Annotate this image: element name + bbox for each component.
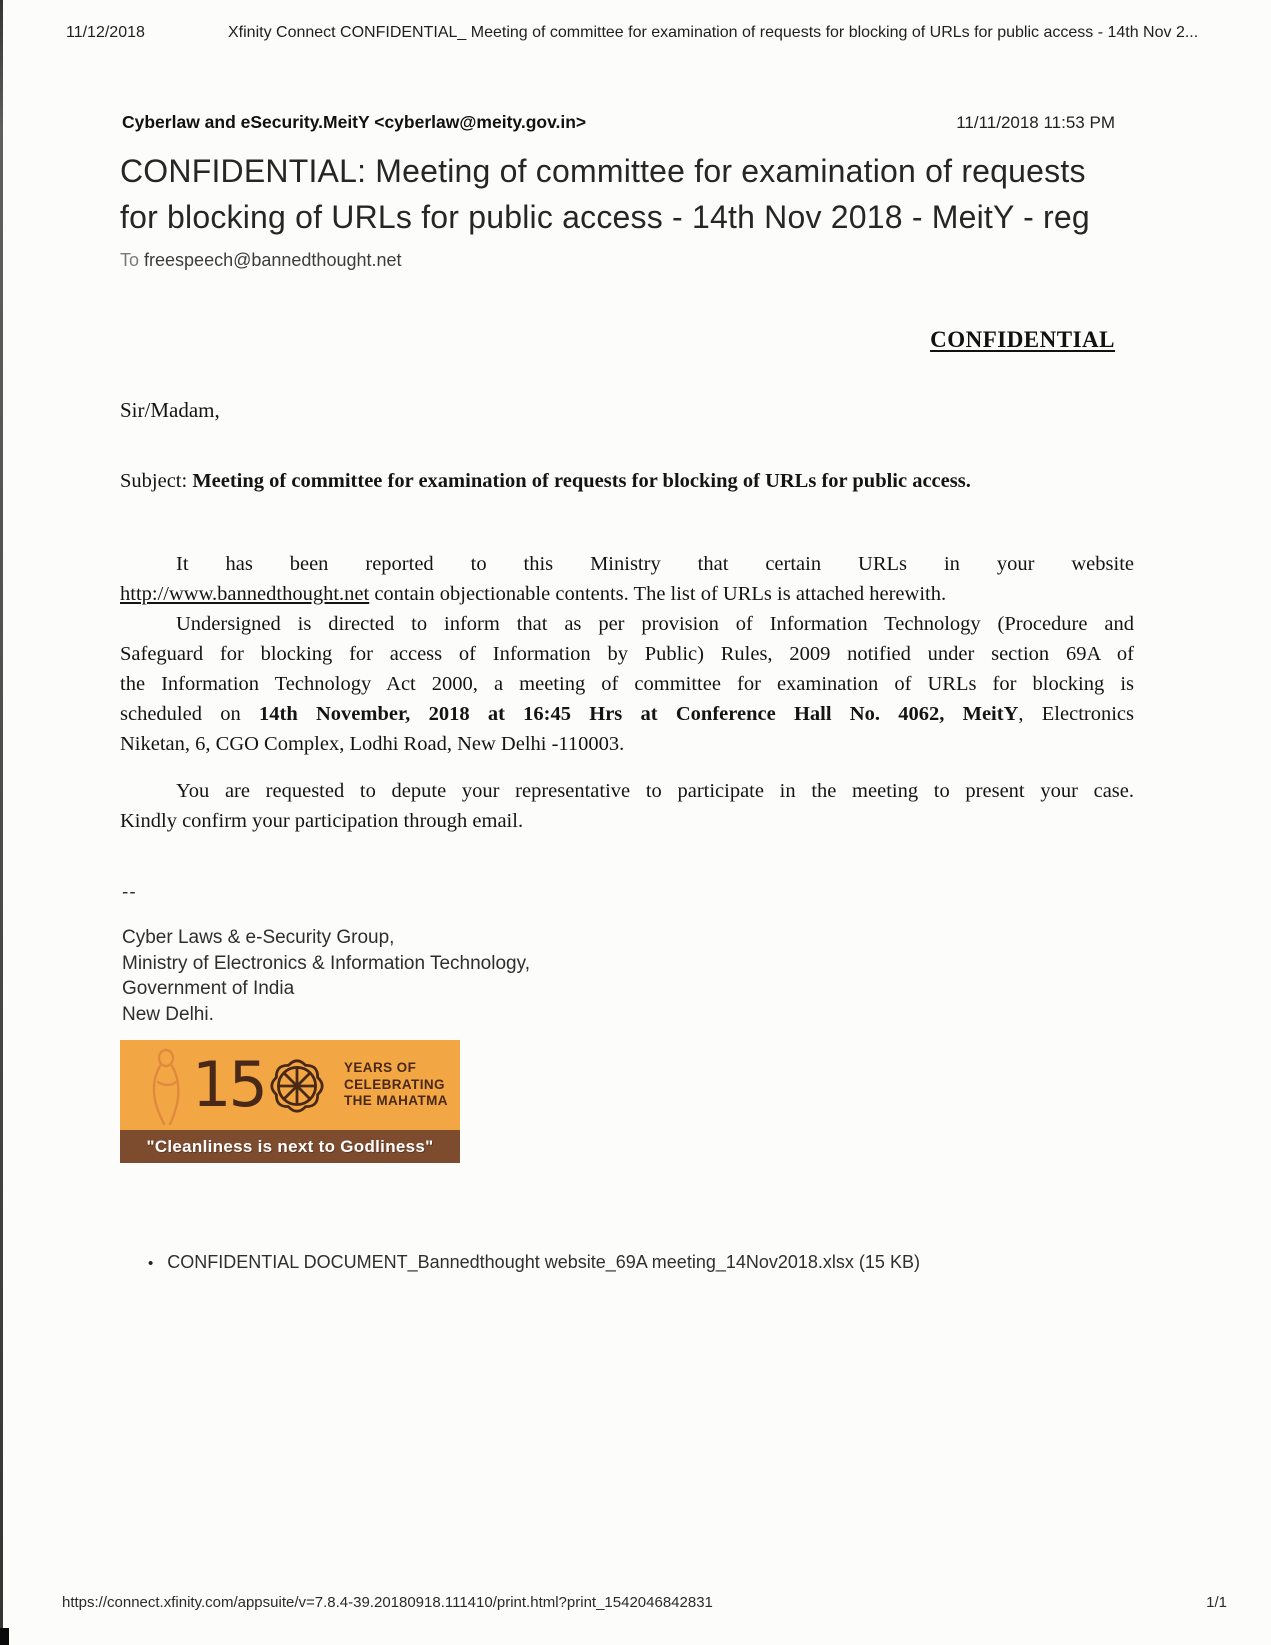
- attachment-item[interactable]: [148, 1252, 920, 1273]
- page-number: 1/1: [1206, 1594, 1227, 1611]
- sent-datetime: 11/11/2018 11:53 PM: [956, 113, 1115, 132]
- subject-text: Meeting of committee for examination of requests for blocking of URLs for public access.: [192, 470, 971, 492]
- banner-orange-section: [120, 1040, 460, 1130]
- body-text: Undersigned is directed to inform that as per provision of Information Technology (Procedure and: [176, 613, 1134, 635]
- body-paragraph: [120, 776, 1134, 836]
- body-text: , Electronics: [1018, 703, 1134, 725]
- signature-line: Cyber Laws & e-Security Group,: [122, 927, 395, 948]
- banner-caption-line: THE MAHATMA: [344, 1093, 448, 1108]
- signature-line: New Delhi.: [122, 1003, 214, 1025]
- signature-block: [122, 925, 530, 1027]
- body-text: Kindly confirm your participation through email.: [120, 810, 524, 832]
- scan-corner-artifact: [0, 1628, 9, 1645]
- recipient-line: [120, 250, 402, 271]
- body-line: [120, 639, 1134, 669]
- body-line: [120, 776, 1134, 806]
- bullet-icon: •: [148, 1255, 154, 1272]
- to-label: To: [120, 250, 140, 270]
- gandhi-figure-sketch-icon: [144, 1044, 190, 1128]
- subject-label: Subject:: [120, 470, 193, 492]
- body-text: scheduled on: [120, 703, 259, 725]
- body-line: [120, 579, 1134, 609]
- print-date: 11/12/2018: [66, 24, 145, 41]
- bannedthought-url-link[interactable]: http://www.bannedthought.net: [120, 583, 370, 605]
- body-text: 14th November, 2018 at 16:45 Hrs at Conference Hall No. 4062, MeitY: [259, 703, 1019, 725]
- body-text: Niketan, 6, CGO Complex, Lodhi Road, New Delhi -110003.: [120, 733, 625, 755]
- signature-line: Government of India: [122, 978, 295, 999]
- body-line: [120, 669, 1134, 699]
- email-sender-row: [122, 112, 1115, 133]
- email-subject-heading-line2: for blocking of URLs for public access - 14th Nov 2018 - MeitY - reg: [120, 199, 1090, 235]
- salutation: Sir/Madam,: [120, 398, 220, 422]
- print-document-title: Xfinity Connect CONFIDENTIAL_ Meeting of committee for examination of requests for blocking of URLs for public access - 14th Nov 2...: [228, 24, 1199, 41]
- email-subject-heading: [120, 148, 1120, 240]
- banner-number: 15: [192, 1048, 265, 1121]
- banner-tagline-strip: "Cleanliness is next to Godliness": [120, 1130, 460, 1163]
- letter-subject-line: [120, 470, 1130, 493]
- email-subject-heading-line1: CONFIDENTIAL: Meeting of committee for examination of requests: [120, 153, 1086, 189]
- sender-name-address: Cyberlaw and eSecurity.MeitY <cyberlaw@meity.gov.in>: [122, 112, 587, 132]
- body-text: It has been reported to this Ministry that certain URLs in your website: [176, 553, 1134, 575]
- body-text: contain objectionable contents. The list of URLs is attached herewith.: [369, 583, 947, 605]
- body-line: [120, 699, 1134, 729]
- body-line: [120, 729, 1134, 759]
- body-paragraph: [120, 609, 1134, 759]
- recipient-address: freespeech@bannedthought.net: [144, 250, 402, 270]
- banner-caption: [344, 1060, 448, 1110]
- body-text: the Information Technology Act 2000, a meeting of committee for examination of URLs for blocking is: [120, 673, 1134, 695]
- banner-caption-line: YEARS OF: [344, 1060, 417, 1075]
- banner-caption-line: CELEBRATING: [344, 1076, 445, 1092]
- body-line: [120, 549, 1134, 579]
- signature-line: Ministry of Electronics & Information Technology,: [122, 952, 530, 974]
- body-line: [120, 806, 1134, 836]
- body-paragraph: [120, 549, 1134, 609]
- body-line: [120, 609, 1134, 639]
- letter-body: [120, 549, 1134, 836]
- attachment-list: [148, 1252, 920, 1273]
- body-text: Safeguard for blocking for access of Information by Public) Rules, 2009 notified under section 69A of: [120, 643, 1134, 665]
- mahatma-150-banner: [120, 1040, 460, 1163]
- scan-edge-artifact: [0, 0, 3, 1645]
- charkha-wheel-icon: [266, 1055, 328, 1117]
- body-text: You are requested to depute your representative to participate in the meeting to present your case.: [176, 780, 1134, 802]
- attachment-filename[interactable]: CONFIDENTIAL DOCUMENT_Bannedthought website_69A meeting_14Nov2018.xlsx (15 KB): [167, 1252, 920, 1272]
- confidential-stamp: CONFIDENTIAL: [930, 327, 1115, 352]
- signature-separator: --: [122, 882, 137, 903]
- print-url: https://connect.xfinity.com/appsuite/v=7.8.4-39.20180918.111410/print.html?print_1542046842831: [62, 1594, 713, 1611]
